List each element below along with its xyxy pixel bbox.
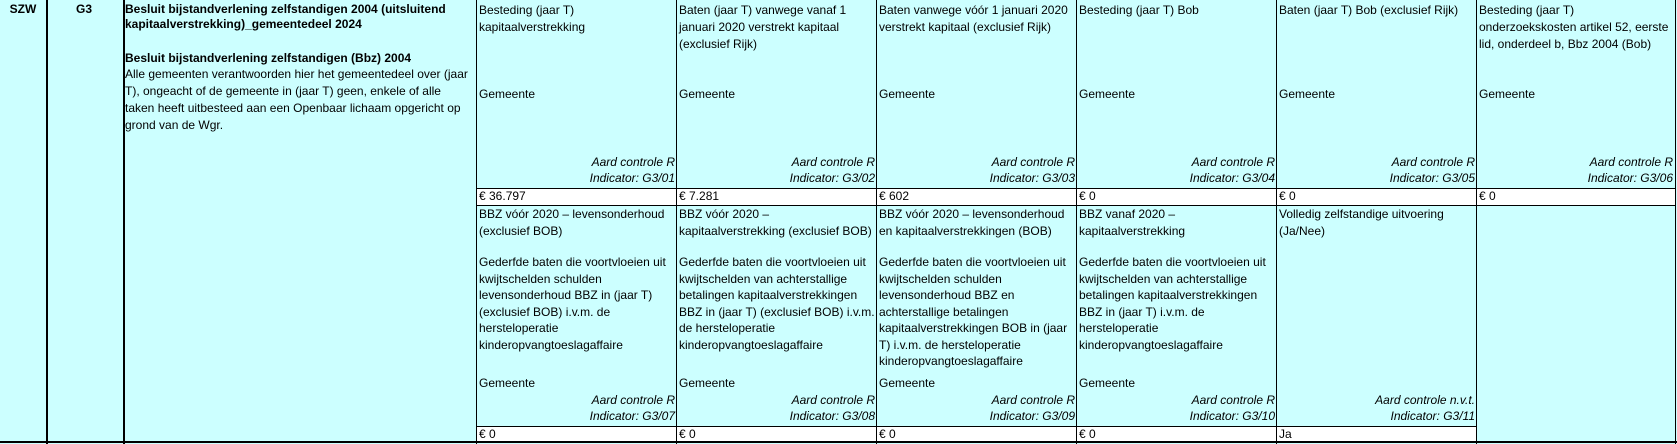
indicator-owner: Gemeente [1279,87,1336,101]
indicator-header: Baten (jaar T) vanwege vanaf 1 januari 2020 verstrekt kapitaal (exclusief Rijk) [679,3,847,51]
ministry-code: SZW [9,2,37,16]
indicator-id: Indicator: G3/11 [1390,409,1475,423]
indicator-id: Indicator: G3/03 [989,171,1075,185]
indicator-value-input[interactable]: € 0 [477,427,677,442]
column-divider [123,0,125,444]
indicator-g3-07 [477,206,677,444]
indicator-value-input[interactable]: € 0 [1277,189,1477,205]
indicator-control: Aard controle R [1191,393,1275,407]
column-divider [676,0,677,444]
indicator-detail: Gederfde baten die voortvloeien uit kwijtschelden van achterstallige betalingen kapitaalverstrekkingen BBZ in (jaar T) i.v.m. de hersteloperatie kinderopvangtoeslagaffaire [1079,255,1266,352]
indicator-g3-10 [1077,206,1277,444]
empty-cell [1477,206,1675,441]
indicator-owner: Gemeente [479,87,536,101]
indicator-header: Baten (jaar T) Bob (exclusief Rijk) [1279,3,1459,17]
indicator-id: Indicator: G3/05 [1389,171,1475,185]
indicator-owner: Gemeente [1079,376,1136,390]
indicator-id: Indicator: G3/09 [989,409,1075,423]
indicator-value-input[interactable]: € 0 [877,427,1077,442]
indicator-g3-11 [1277,206,1477,444]
indicator-value-input[interactable]: € 36.797 [477,189,677,205]
indicator-g3-08 [677,206,877,444]
indicator-control: Aard controle R [1191,155,1275,169]
indicator-control: Aard controle n.v.t. [1375,393,1475,407]
indicator-control: Aard controle R [791,393,875,407]
column-divider [1276,0,1277,444]
indicator-value-input[interactable]: € 7.281 [677,189,877,205]
indicator-id: Indicator: G3/06 [1587,171,1673,185]
indicator-id: Indicator: G3/04 [1189,171,1275,185]
indicator-owner: Gemeente [879,87,936,101]
indicator-header: Besteding (jaar T) Bob [1079,3,1199,17]
indicator-control: Aard controle R [591,155,675,169]
indicator-control: Aard controle R [591,393,675,407]
column-divider [876,0,877,444]
indicator-header: BBZ vóór 2020 – kapitaalverstrekking (exclusief BOB) [679,207,872,238]
regulation-title: Besluit bijstandverlening zelfstandigen 2004 (uitsluitend kapitaalverstrekking)_gemeentedeel 2024 [125,2,446,31]
indicator-value-input[interactable]: € 0 [1077,189,1277,205]
indicator-owner: Gemeente [479,376,536,390]
column-divider [1675,0,1676,444]
indicator-detail: Gederfde baten die voortvloeien uit kwijtschelden schulden levensonderhoud BBZ en achterstallige betalingen kapitaalverstrekkingen BOB in (jaar T) i.v.m. de hersteloperatie kinderopvangtoeslagaffaire [879,255,1068,368]
indicator-value-input[interactable]: € 0 [1477,189,1675,205]
indicator-value-input[interactable]: Ja [1277,427,1477,442]
indicator-control: Aard controle R [991,393,1075,407]
indicator-header: BBZ vanaf 2020 – kapitaalverstrekking [1079,207,1186,238]
indicator-detail: Gederfde baten die voortvloeien uit kwijtschelden schulden levensonderhoud BBZ in (jaar T) (exclusief BOB) i.v.m. de hersteloperatie kinderopvangtoeslagaffaire [479,255,666,352]
indicator-control: Aard controle R [791,155,875,169]
indicator-owner: Gemeente [1479,87,1536,101]
indicator-control: Aard controle R [991,155,1075,169]
indicator-header: Volledig zelfstandige uitvoering (Ja/Nee) [1279,207,1444,238]
row-divider [477,426,1477,427]
indicator-id: Indicator: G3/02 [789,171,875,185]
indicator-owner: Gemeente [879,376,936,390]
indicator-value-input[interactable]: € 0 [1077,427,1277,442]
indicator-id: Indicator: G3/10 [1189,409,1275,423]
indicator-owner: Gemeente [679,87,736,101]
indicator-header: Besteding (jaar T) onderzoekskosten artikel 52, eerste lid, onderdeel b, Bbz 2004 (Bob) [1479,3,1669,51]
row-divider [0,441,1677,443]
indicator-header: BBZ vóór 2020 – levensonderhoud (exclusief BOB) [479,207,665,238]
indicator-owner: Gemeente [1079,87,1136,101]
indicator-owner: Gemeente [679,376,736,390]
indicator-detail: Gederfde baten die voortvloeien uit kwijtschelden van achterstallige betalingen kapitaalverstrekkingen BBZ in (jaar T) (exclusief BOB) i.v.m. de hersteloperatie kinderopvangtoeslagaffaire [679,255,875,352]
column-divider [46,0,48,444]
regulation-block [125,2,473,134]
column-divider [476,0,477,444]
indicator-control: Aard controle R [1589,155,1673,169]
indicator-value-input[interactable]: € 0 [677,427,877,442]
indicator-id: Indicator: G3/07 [589,409,675,423]
indicator-header: Baten vanwege vóór 1 januari 2020 verstrekt kapitaal (exclusief Rijk) [879,3,1068,34]
regulation-description: Alle gemeenten verantwoorden hier het gemeentedeel over (jaar T), ongeacht of de gemeente in (jaar T) geen, enkele of alle taken heeft uitbesteed aan een Openbaar lichaam opgericht op grond van de Wgr. [125,67,468,132]
column-divider [1076,0,1077,444]
indicator-control: Aard controle R [1391,155,1475,169]
row-divider [477,188,1675,189]
indicator-g3-09 [877,206,1077,444]
indicator-id: Indicator: G3/01 [589,171,675,185]
indicator-value-input[interactable]: € 602 [877,189,1077,205]
indicator-header: BBZ vóór 2020 – levensonderhoud en kapitaalverstrekkingen (BOB) [879,207,1065,238]
regulation-subtitle: Besluit bijstandverlening zelfstandigen (Bbz) 2004 [125,51,412,65]
indicator-id: Indicator: G3/08 [789,409,875,423]
indicator-header: Besteding (jaar T) kapitaalverstrekking [479,3,586,34]
regulation-code: G3 [75,2,92,16]
